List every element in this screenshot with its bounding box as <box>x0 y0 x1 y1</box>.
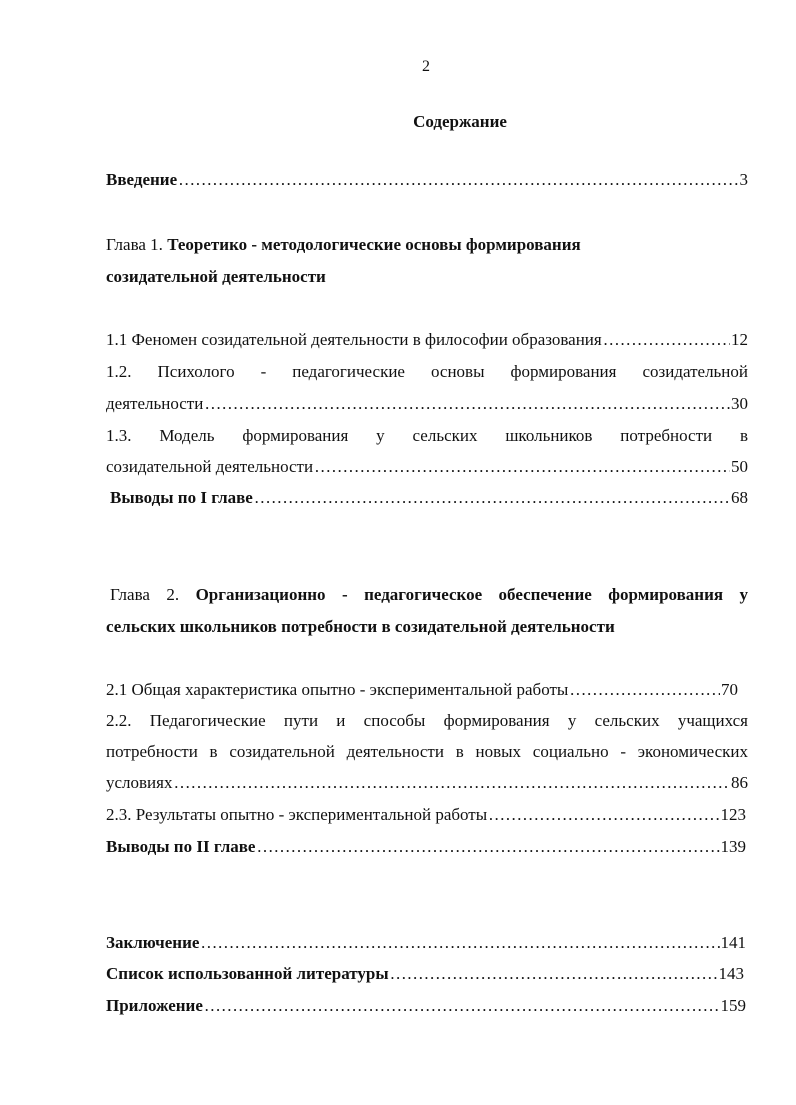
toc-entry-2-2-line2[interactable]: потребности в созидательной деятельности в новых социально - экономических <box>106 742 748 761</box>
toc-entry-appendix[interactable] <box>106 996 746 1016</box>
chapter2-prefix: Глава 2. <box>110 585 180 604</box>
toc-entry-label: условиях <box>106 773 173 792</box>
page-number: 2 <box>422 58 430 75</box>
dot-leader <box>204 996 720 1016</box>
dot-leader <box>200 933 719 953</box>
toc-entry-page: 139 <box>720 837 746 856</box>
toc-entry-page: 3 <box>739 170 748 189</box>
chapter2-title-line2: сельских школьников потребности в созидательной деятельности <box>106 617 615 636</box>
toc-entry-label: Выводы по I главе <box>110 488 253 507</box>
toc-entry-page: 123 <box>720 805 746 824</box>
chapter1-title-line2: созидательной деятельности <box>106 267 326 286</box>
toc-entry-label: Введение <box>106 170 178 189</box>
toc-entry-2-2-line3[interactable] <box>106 773 748 793</box>
toc-entry-conclusion[interactable] <box>106 933 746 953</box>
toc-entry-1-2-line1[interactable]: 1.2. Психолого - педагогические основы формирования созидательной <box>106 362 748 381</box>
dot-leader <box>204 394 730 414</box>
chapter1-prefix: Глава 1. <box>106 235 163 254</box>
toc-entry-label: 1.1 Феномен созидательной деятельности в философии образования <box>106 330 602 349</box>
toc-entry-page: 70 <box>721 680 738 699</box>
toc-entry-label: деятельности <box>106 394 204 413</box>
toc-entry-page: 12 <box>731 330 748 349</box>
dot-leader <box>390 964 718 984</box>
toc-entry-bibliography[interactable] <box>106 964 744 984</box>
dot-leader <box>603 330 730 350</box>
toc-entry-page: 143 <box>718 964 744 983</box>
toc-entry-page: 159 <box>720 996 746 1015</box>
dot-leader <box>178 170 738 190</box>
toc-entry-page: 30 <box>731 394 748 413</box>
dot-leader <box>569 680 720 700</box>
toc-entry-label: 2.1 Общая характеристика опытно - экспериментальной работы <box>106 680 569 699</box>
toc-entry-page: 50 <box>731 457 748 476</box>
toc-entry-2-2-line1[interactable]: 2.2. Педагогические пути и способы формирования у сельских учащихся <box>106 711 748 730</box>
toc-entry-conclusions-1[interactable] <box>110 488 748 508</box>
toc-entry-label: 2.3. Результаты опытно - экспериментальной работы <box>106 805 488 824</box>
chapter1-heading <box>106 235 581 255</box>
toc-entry-label: Приложение <box>106 996 203 1015</box>
chapter2-title-line1: Организационно - педагогическое обеспечение формирования у <box>195 585 749 604</box>
toc-entry-1-2-line2[interactable] <box>106 394 748 414</box>
chapter2-heading-line1 <box>110 585 748 605</box>
toc-entry-conclusions-2[interactable] <box>106 837 746 857</box>
toc-entry-label: Список использованной литературы <box>106 964 389 983</box>
toc-entry-label: Выводы по II главе <box>106 837 256 856</box>
dot-leader <box>256 837 719 857</box>
toc-entry-page: 86 <box>731 773 748 792</box>
toc-entry-label: созидательной деятельности <box>106 457 314 476</box>
toc-entry-2-1[interactable] <box>106 680 738 700</box>
toc-entry-1-3-line1[interactable]: 1.3. Модель формирования у сельских школьников потребности в <box>106 426 748 445</box>
chapter1-title-line1: Теоретико - методологические основы формирования <box>167 235 581 254</box>
toc-title: Содержание <box>413 112 507 131</box>
toc-entry-1-3-line2[interactable] <box>106 457 748 477</box>
dot-leader <box>314 457 730 477</box>
dot-leader <box>254 488 730 508</box>
dot-leader <box>173 773 730 793</box>
dot-leader <box>488 805 719 825</box>
toc-entry-1-1[interactable] <box>106 330 748 350</box>
toc-entry-2-3[interactable] <box>106 805 746 825</box>
toc-entry-page: 68 <box>731 488 748 507</box>
toc-entry-intro[interactable] <box>106 170 748 190</box>
toc-entry-label: Заключение <box>106 933 200 952</box>
toc-entry-page: 141 <box>720 933 746 952</box>
